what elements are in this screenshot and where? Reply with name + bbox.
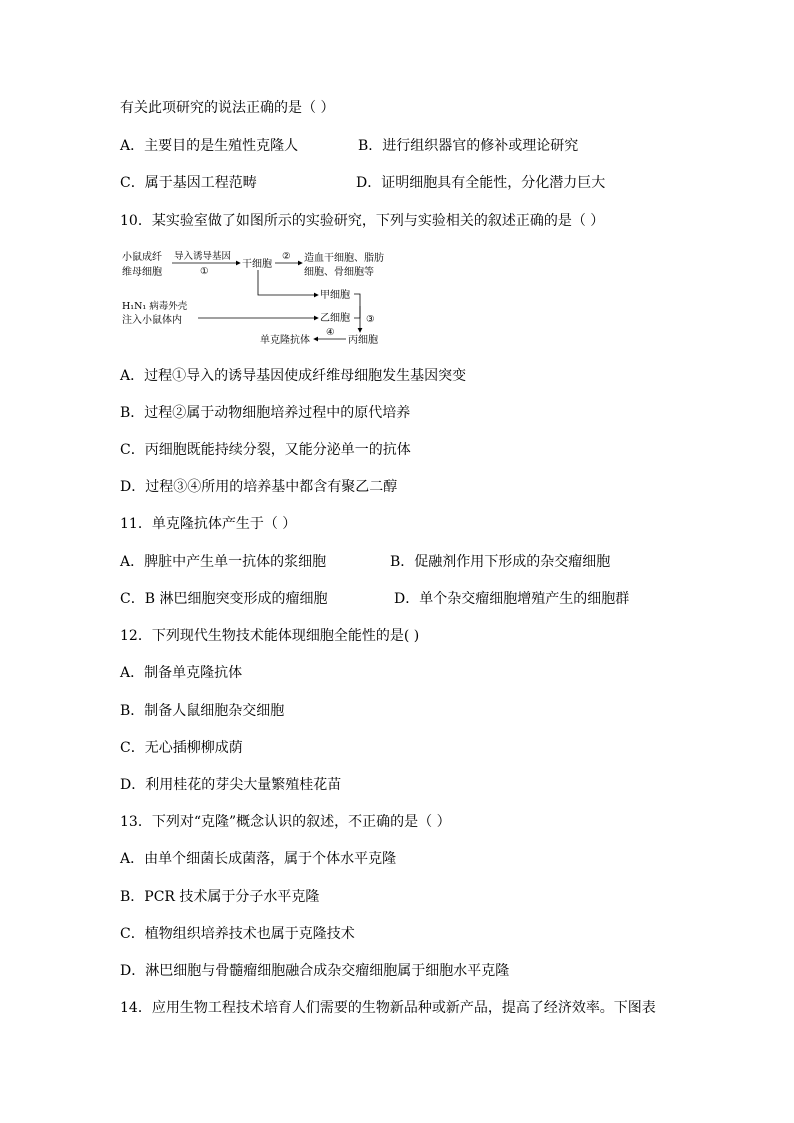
q11-option-c: C．B 淋巴细胞突变形成的瘤细胞 (120, 591, 328, 607)
experiment-flow-diagram (120, 248, 420, 348)
q14-stem: 14．应用生物工程技术培育人们需要的生物新品种或新产品，提高了经济效率。下图表 (120, 1000, 656, 1016)
cell-a-label: 甲细胞 (320, 290, 350, 301)
fibroblast-label-2: 维母细胞 (122, 267, 162, 278)
q13-option-c: C．植物组织培养技术也属于克隆技术 (120, 926, 355, 942)
q11-option-a: A．脾脏中产生单一抗体的浆细胞 (120, 554, 327, 570)
cell-b-label: 乙细胞 (320, 313, 350, 324)
q12-option-d: D．利用桂花的芽尖大量繁殖桂花苗 (120, 777, 342, 793)
q12-stem: 12．下列现代生物技术能体现细胞全能性的是( ) (120, 628, 420, 644)
q11-option-d: D．单个杂交瘤细胞增殖产生的细胞群 (394, 591, 630, 607)
q10-option-c: C．丙细胞既能持续分裂，又能分泌单一的抗体 (120, 442, 411, 458)
products-label-1: 造血干细胞、脂肪 (304, 253, 384, 264)
fibroblast-label-1: 小鼠成纤 (122, 252, 162, 263)
q11-option-b: B．促融剂作用下形成的杂交瘤细胞 (390, 554, 611, 570)
q10-option-b: B．过程②属于动物细胞培养过程中的原代培养 (120, 405, 411, 421)
q12-option-c: C．无心插柳柳成荫 (120, 740, 243, 756)
q10-option-d: D．过程③④所用的培养基中都含有聚乙二醇 (120, 479, 398, 495)
q9-option-d: D．证明细胞具有全能性，分化潜力巨大 (356, 175, 606, 191)
step4-label: ④ (326, 327, 335, 338)
q10-stem: 10．某实验室做了如图所示的实验研究，下列与实验相关的叙述正确的是（ ） (120, 213, 605, 229)
fusion-bracket (354, 294, 360, 318)
q13-stem: 13．下列对“克隆”概念认识的叙述，不正确的是（ ） (120, 814, 451, 830)
q9-option-b: B．进行组织器官的修补或理论研究 (358, 138, 579, 154)
q12-option-a: A．制备单克隆抗体 (120, 665, 243, 681)
virus-label-2: 注入小鼠体内 (122, 315, 182, 326)
arrow1-label: 导入诱导基因 (174, 251, 232, 262)
arrow2-step: ② (282, 251, 291, 262)
q12-option-b: B．制备人鼠细胞杂交细胞 (120, 703, 285, 719)
virus-label-1: H₁N₁ 病毒外壳 (122, 301, 188, 312)
products-label-2: 细胞、骨细胞等 (304, 267, 374, 278)
q13-option-a: A．由单个细菌长成菌落，属于个体水平克隆 (120, 851, 397, 867)
q13-option-d: D．淋巴细胞与骨髓瘤细胞融合成杂交瘤细胞属于细胞水平克隆 (120, 963, 510, 979)
antibody-label: 单克隆抗体 (260, 335, 310, 346)
q9-option-a: A．主要目的是生殖性克隆人 (120, 138, 299, 154)
stem-cell-label: 干细胞 (242, 259, 272, 270)
q13-option-b: B．PCR 技术属于分子水平克隆 (120, 889, 320, 905)
q11-stem: 11．单克隆抗体产生于（ ） (120, 516, 297, 532)
step3-label: ③ (366, 314, 375, 325)
q9-option-c: C．属于基因工程范畴 (120, 175, 257, 191)
cell-c-label: 丙细胞 (348, 335, 378, 346)
q9-stem: 有关此项研究的说法正确的是（ ） (120, 100, 335, 116)
arrow1-step: ① (200, 266, 209, 277)
q10-option-a: A．过程①导入的诱导基因使成纤维母细胞发生基因突变 (120, 368, 467, 384)
